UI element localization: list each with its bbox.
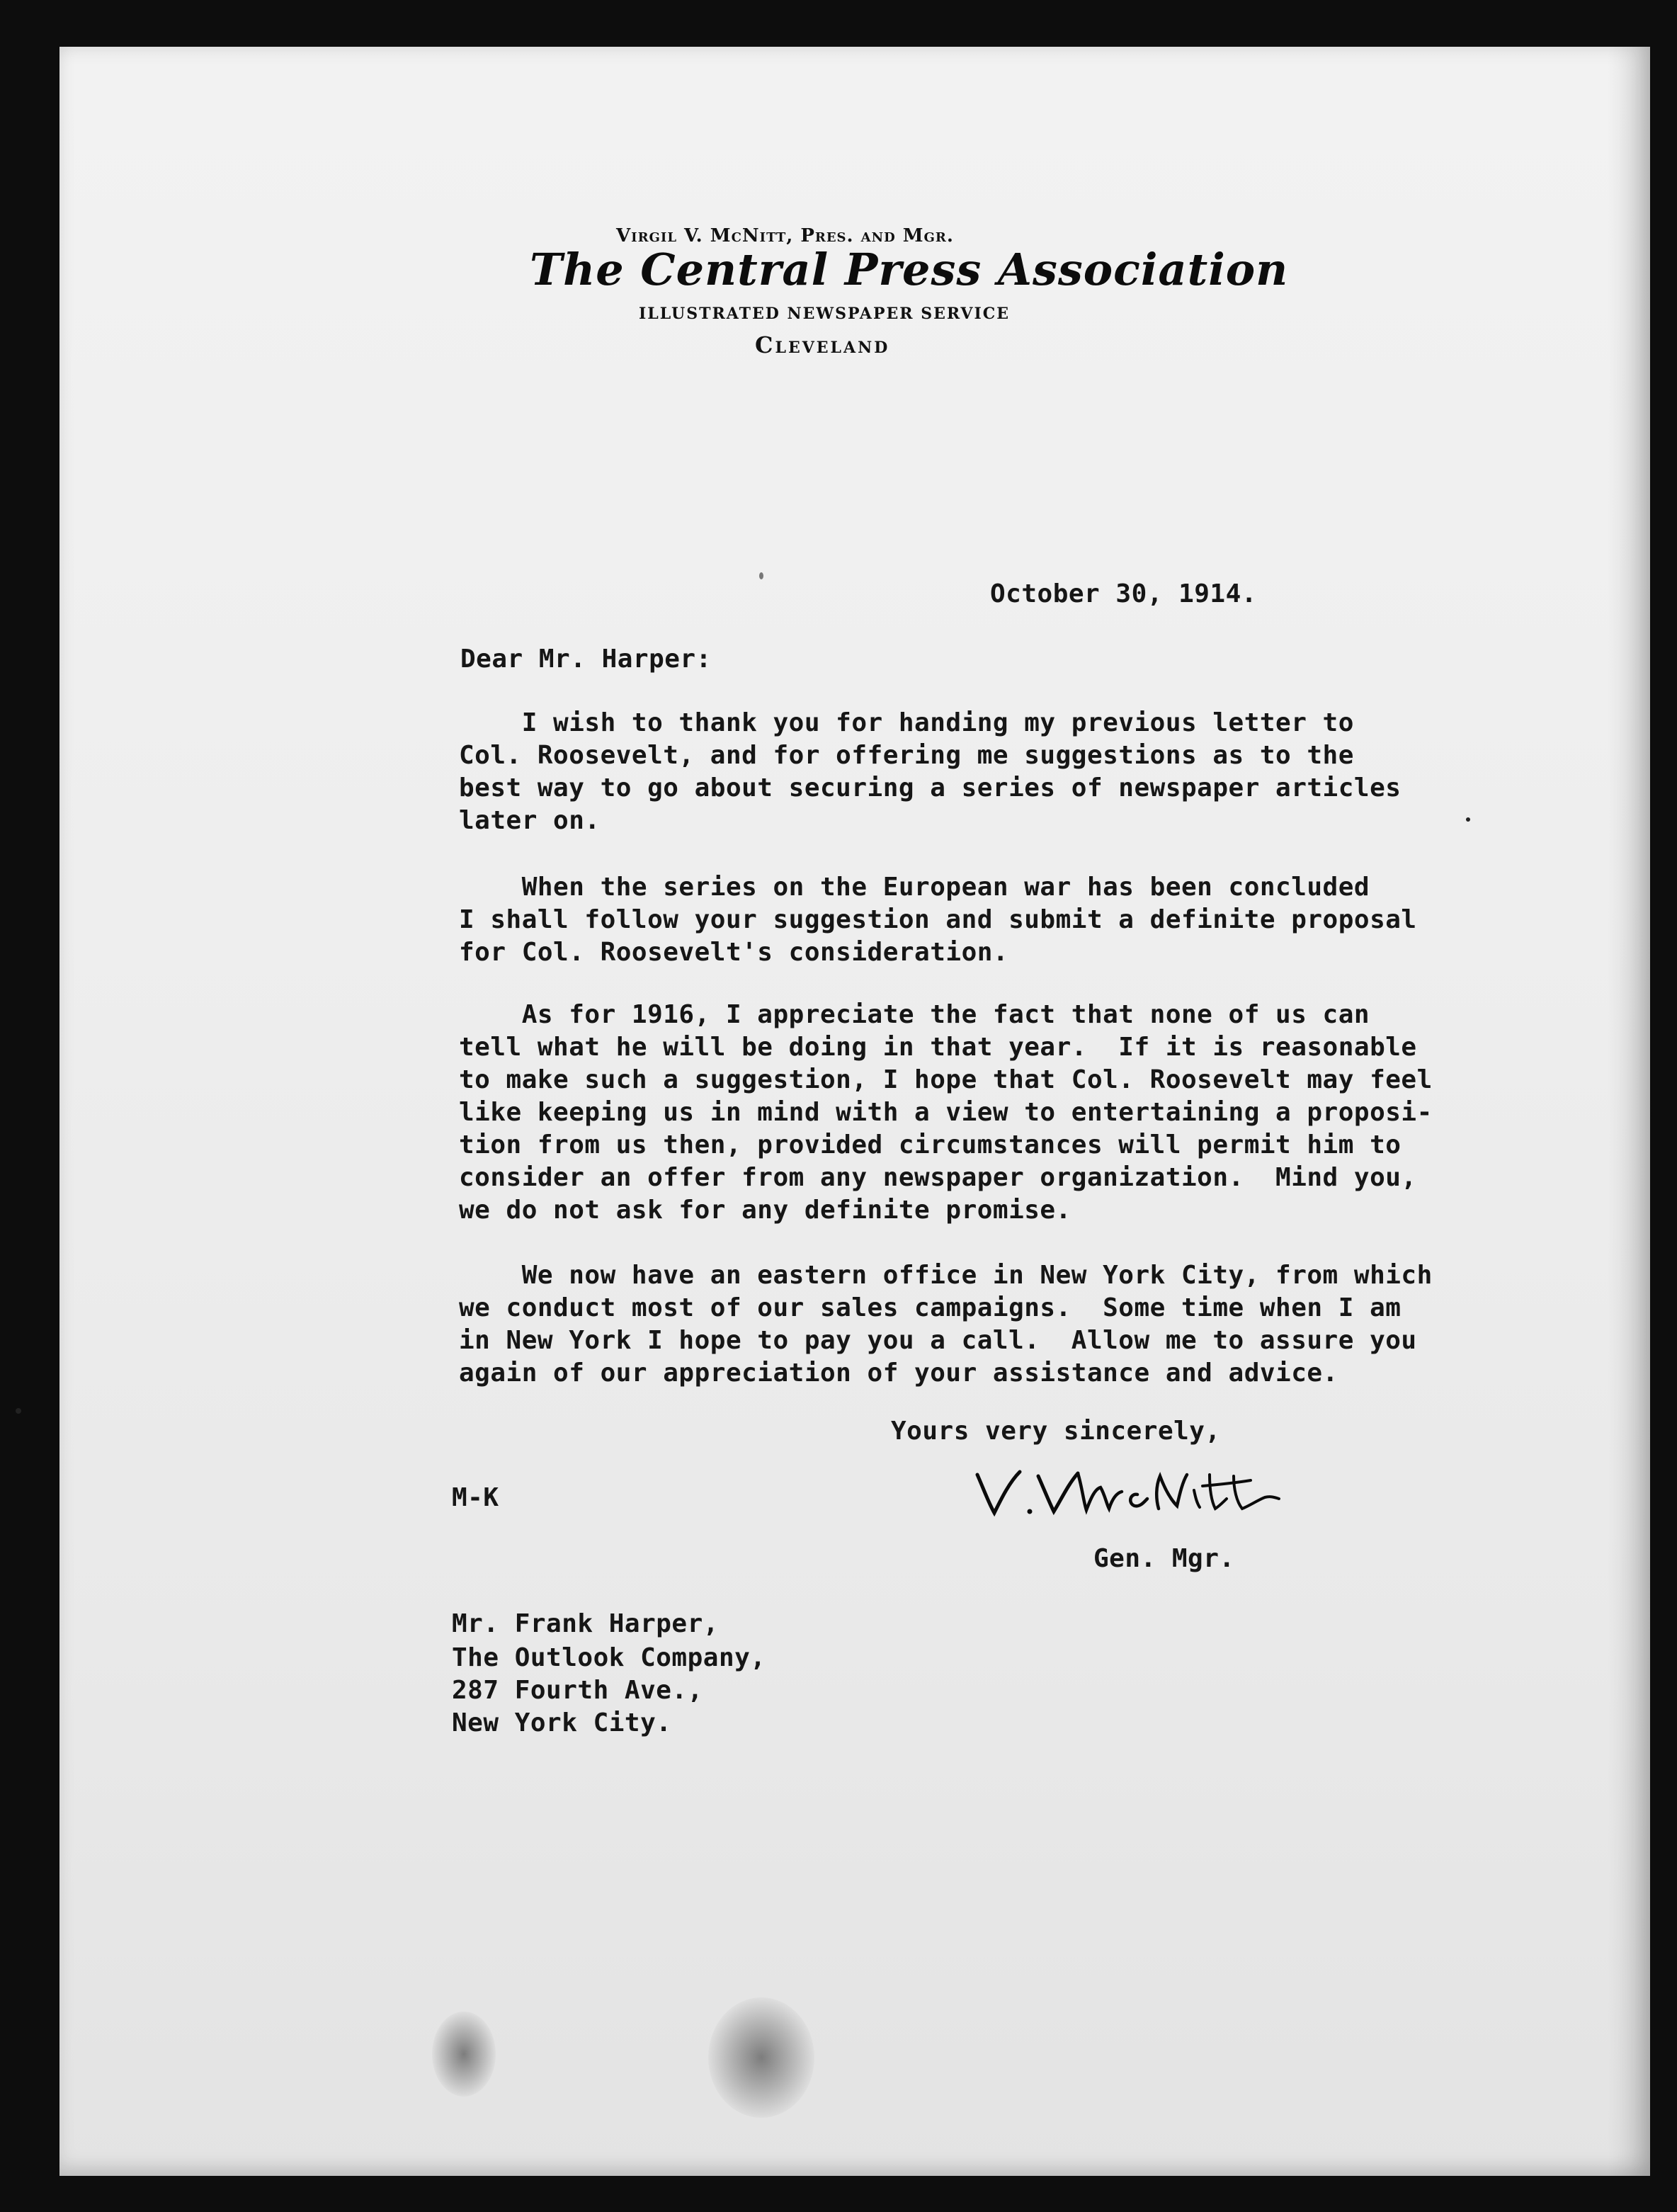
paragraph-line: When the series on the European war has been concluded (459, 873, 1370, 902)
paragraph-line: for Col. Roosevelt's consideration. (459, 938, 1009, 967)
paragraph-line: tell what he will be doing in that year. If it is reasonable (459, 1033, 1417, 1062)
letterhead-city: Cleveland (755, 331, 890, 358)
ink-smudge (708, 1997, 814, 2118)
dust-speck (16, 1408, 21, 1414)
letterhead-service: ILLUSTRATED NEWSPAPER SERVICE (639, 305, 1011, 323)
paragraph-line: best way to go about securing a series of newspaper articles (459, 773, 1402, 802)
paragraph-line: we conduct most of our sales campaigns. Some time when I am (459, 1293, 1402, 1322)
salutation: Dear Mr. Harper: (460, 645, 712, 674)
address-line-city: New York City. (452, 1708, 672, 1737)
closing: Yours very sincerely, (891, 1417, 1221, 1446)
paragraph-line: again of our appreciation of your assistance and advice. (459, 1359, 1338, 1388)
signer-title: Gen. Mgr. (1093, 1544, 1235, 1573)
ink-smudge (432, 2012, 496, 2097)
letterhead-organization: The Central Press Association (530, 244, 1289, 295)
paragraph-line: I shall follow your suggestion and submit a definite proposal (459, 905, 1417, 934)
letterhead-president: Virgil V. McNitt, Pres. and Mgr. (616, 225, 954, 246)
reference-initials: M-K (452, 1483, 499, 1512)
paragraph-line: to make such a suggestion, I hope that Col. Roosevelt may feel (459, 1065, 1433, 1094)
paragraph-line: I wish to thank you for handing my previous letter to (459, 708, 1354, 737)
paragraph-line: We now have an eastern office in New York City, from which (459, 1261, 1433, 1290)
paragraph-line: consider an offer from any newspaper organization. Mind you, (459, 1163, 1417, 1192)
paragraph-line: Col. Roosevelt, and for offering me suggestions as to the (459, 741, 1354, 770)
dust-speck (759, 572, 763, 579)
address-line-street: 287 Fourth Ave., (452, 1676, 703, 1705)
paragraph-line: tion from us then, provided circumstances will permit him to (459, 1130, 1402, 1159)
paragraph-line: later on. (459, 806, 601, 835)
handwritten-signature (970, 1459, 1282, 1523)
page-edge-shadow (1608, 47, 1650, 2176)
body-paragraph-2 (459, 871, 1465, 969)
paragraph-line: we do not ask for any definite promise. (459, 1196, 1071, 1225)
body-paragraph-4 (459, 1259, 1465, 1390)
paragraph-line: in New York I hope to pay you a call. Allow me to assure you (459, 1326, 1417, 1355)
body-paragraph-1 (459, 707, 1465, 837)
paragraph-line: like keeping us in mind with a view to entertaining a proposi- (459, 1098, 1433, 1127)
body-paragraph-3 (459, 999, 1465, 1227)
dust-speck (1466, 817, 1470, 822)
letter-date: October 30, 1914. (990, 579, 1257, 608)
paragraph-line: As for 1916, I appreciate the fact that none of us can (459, 1000, 1370, 1029)
address-line-name: Mr. Frank Harper, (452, 1609, 719, 1638)
address-line-company: The Outlook Company, (452, 1643, 766, 1672)
